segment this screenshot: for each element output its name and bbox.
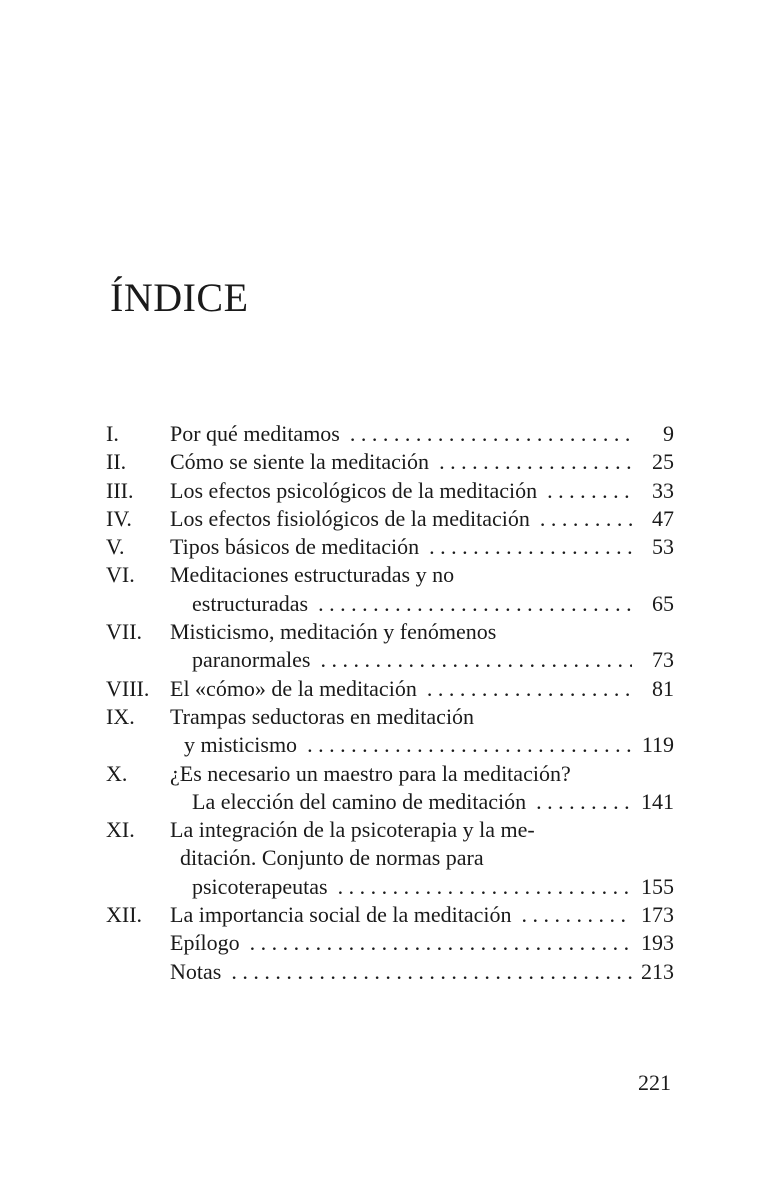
dot-leader — [526, 788, 632, 816]
entry-title: y misticismo — [184, 732, 298, 758]
chapter-number: V. — [106, 534, 125, 560]
toc-line — [106, 505, 674, 533]
chapter-number: III. — [106, 477, 134, 503]
entry-title: Notas — [170, 958, 222, 984]
entry-title: psicoterapeutas — [192, 873, 328, 899]
toc-line — [106, 844, 674, 872]
entry-page-number: 73 — [652, 647, 674, 673]
entry-page-number: 65 — [652, 590, 674, 616]
page-number: 221 — [638, 1070, 671, 1095]
toc-line — [106, 533, 674, 561]
chapter-number: VII. — [106, 619, 143, 645]
entry-title: Epílogo — [170, 930, 240, 956]
toc-line — [106, 929, 674, 957]
entry-title: estructuradas — [192, 590, 309, 616]
chapter-number: XI. — [106, 817, 135, 843]
dot-leader — [340, 420, 632, 448]
dot-leader — [240, 929, 632, 957]
dot-leader — [511, 901, 632, 929]
entry-title: Los efectos fisiológicos de la meditación — [170, 505, 530, 531]
toc-line — [106, 816, 674, 844]
entry-title: Meditaciones estructuradas y no — [170, 562, 455, 588]
toc-line — [106, 901, 674, 929]
toc-line — [106, 590, 674, 618]
dot-leader — [429, 448, 632, 476]
chapter-number: IV. — [106, 505, 132, 531]
toc-line — [106, 448, 674, 476]
toc-line — [106, 788, 674, 816]
toc-line — [106, 561, 674, 589]
toc-line — [106, 618, 674, 646]
dot-leader — [419, 533, 632, 561]
page-title: ÍNDICE — [110, 275, 249, 320]
dot-leader — [221, 958, 632, 986]
toc-line — [106, 873, 674, 901]
entry-page-number: 213 — [641, 958, 674, 984]
toc-line — [106, 703, 674, 731]
dot-leader — [297, 731, 632, 759]
toc-line — [106, 646, 674, 674]
toc-line — [106, 420, 674, 448]
entry-title: Los efectos psicológicos de la meditación — [170, 477, 538, 503]
chapter-number: I. — [106, 421, 119, 446]
entry-title: La elección del camino de meditación — [192, 788, 527, 814]
toc-line — [106, 958, 674, 986]
entry-page-number: 173 — [641, 902, 674, 928]
entry-page-number: 193 — [641, 930, 674, 956]
entry-title: Misticismo, meditación y fenómenos — [170, 619, 497, 645]
dot-leader — [328, 873, 632, 901]
entry-title: La integración de la psicoterapia y la me- — [170, 817, 535, 843]
chapter-number: XII. — [106, 902, 143, 928]
entry-page-number: 141 — [641, 788, 674, 814]
entry-page-number: 81 — [652, 675, 674, 701]
entry-page-number: 53 — [652, 534, 674, 560]
entry-page-number: 9 — [663, 421, 674, 446]
toc-line — [106, 675, 674, 703]
dot-leader — [537, 477, 632, 505]
entry-title: ¿Es necesario un maestro para la meditación? — [170, 760, 571, 786]
chapter-number: VI. — [106, 562, 135, 588]
toc-line — [106, 731, 674, 759]
entry-page-number: 155 — [641, 873, 674, 899]
entry-title: Tipos básicos de meditación — [170, 534, 420, 560]
dot-leader — [417, 675, 632, 703]
entry-page-number: 47 — [652, 505, 674, 531]
chapter-number: II. — [106, 449, 127, 475]
entry-title: paranormales — [192, 647, 311, 673]
dot-leader — [530, 505, 632, 533]
table-of-contents — [106, 420, 674, 986]
entry-title: ditación. Conjunto de normas para — [180, 845, 484, 871]
toc-line — [106, 477, 674, 505]
entry-title: El «cómo» de la meditación — [170, 675, 417, 701]
entry-page-number: 33 — [652, 477, 674, 503]
dot-leader — [308, 590, 632, 618]
entry-title: La importancia social de la meditación — [170, 902, 512, 928]
entry-page-number: 119 — [641, 732, 674, 758]
entry-title: Cómo se siente la meditación — [170, 449, 430, 475]
dot-leader — [311, 646, 633, 674]
chapter-number: IX. — [106, 703, 135, 729]
chapter-number: X. — [106, 760, 128, 786]
entry-page-number: 25 — [652, 449, 674, 475]
toc-line — [106, 760, 674, 788]
entry-title: Trampas seductoras en meditación — [170, 703, 475, 729]
chapter-number: VIII. — [106, 675, 150, 701]
entry-title: Por qué meditamos — [170, 421, 340, 446]
